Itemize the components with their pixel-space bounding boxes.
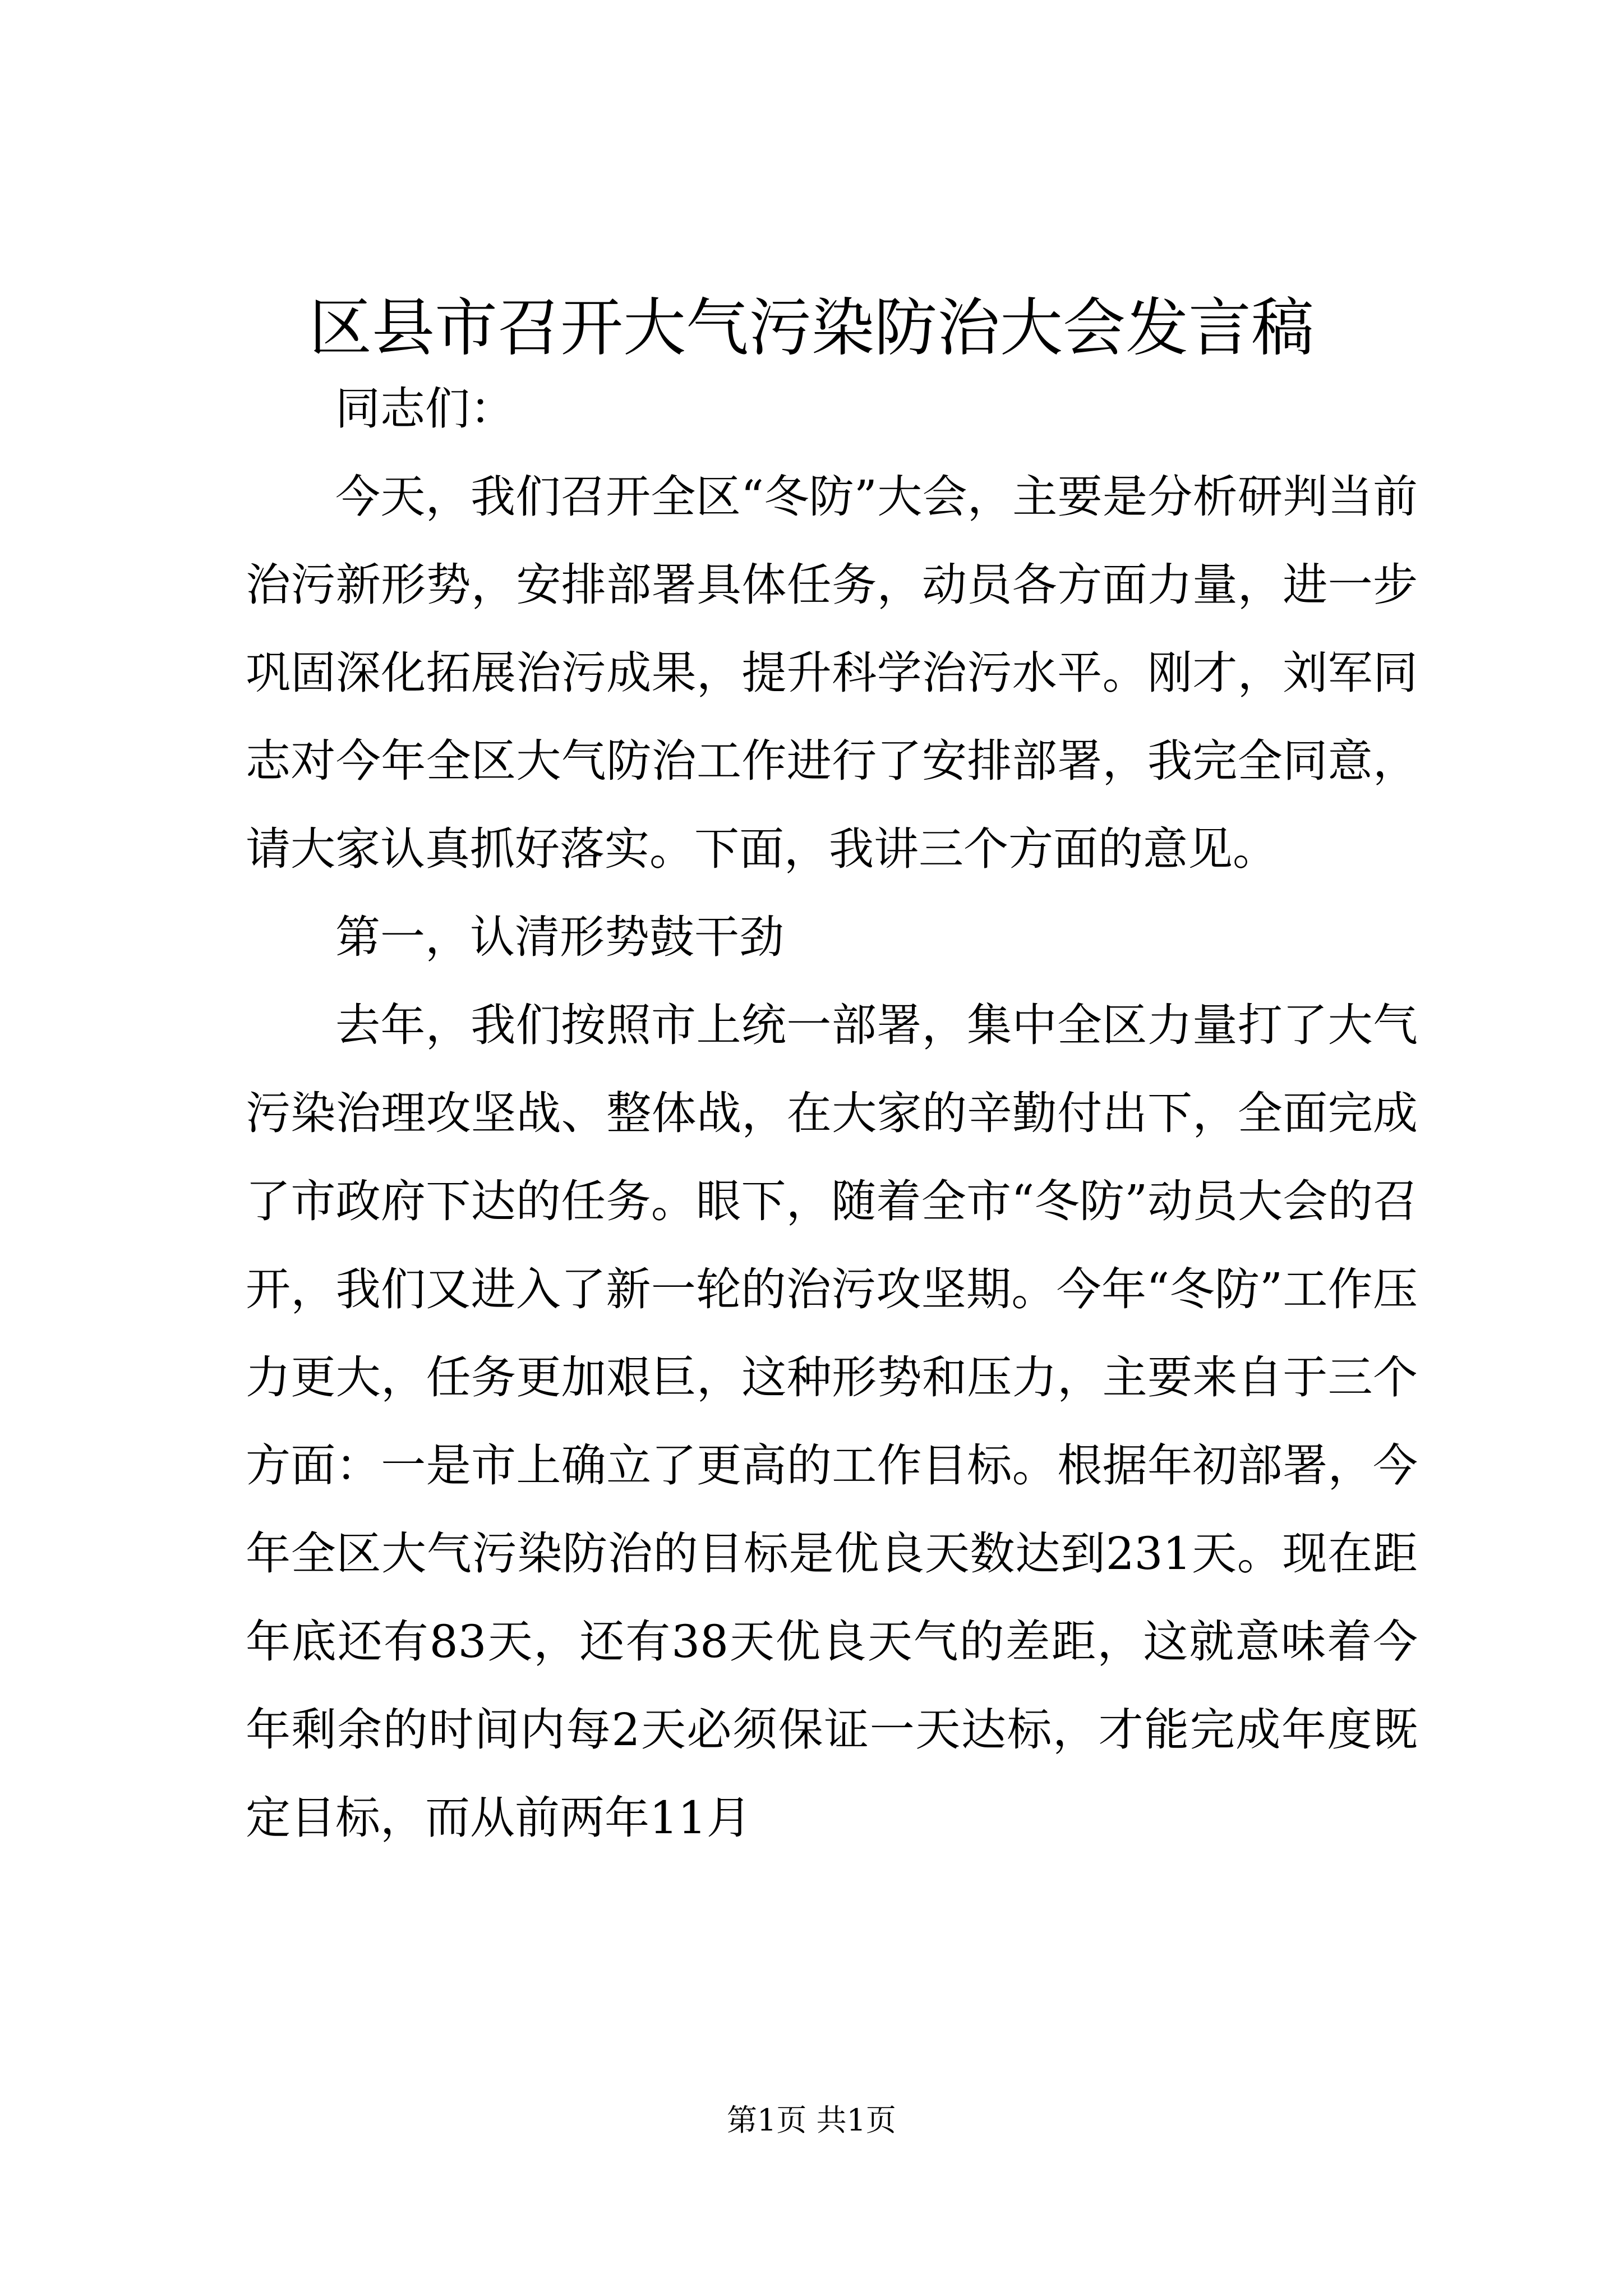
body-paragraph: 去年，我们按照市上统一部署，集中全区力量打了大气污染治理攻坚战、整体战，在大家的辛勤付出下，全面完成了市政府下达的任务。眼下，随着全市“冬防”动员大会的召开，我们又进入了新一轮的治污攻坚期。今年“冬防”工作压力更大，任务更加艰巨，这种形势和压力，主要来自于三个方面：一是市上确立了更高的工作目标。根据年初部署，今年全区大气污染防治的目标是优良天数达到231天。现在距年底还有83天，还有38天优良天气的差距，这就意味着今年剩余的时间内每2天必须保证一天达标，才能完成年度既定目标，而从前两年11月 <box>246 999 1418 1844</box>
section-heading: 第一，认清形势鼓干劲 <box>335 911 784 963</box>
page-number-footer: 第1页 共1页 <box>727 2102 896 2138</box>
salutation-paragraph: 同志们： <box>335 383 515 435</box>
document-title: 区县市召开大气污染防治大会发言稿 <box>309 292 1314 365</box>
document-body <box>246 365 1418 1862</box>
intro-paragraph: 今天，我们召开全区“冬防”大会，主要是分析研判当前治污新形势，安排部署具体任务，动员各方面力量，进一步巩固深化拓展治污成果，提升科学治污水平。刚才，刘军同志对今年全区大气防治工作进行了安排部署，我完全同意，请大家认真抓好落实。下面，我讲三个方面的意见。 <box>246 471 1418 875</box>
